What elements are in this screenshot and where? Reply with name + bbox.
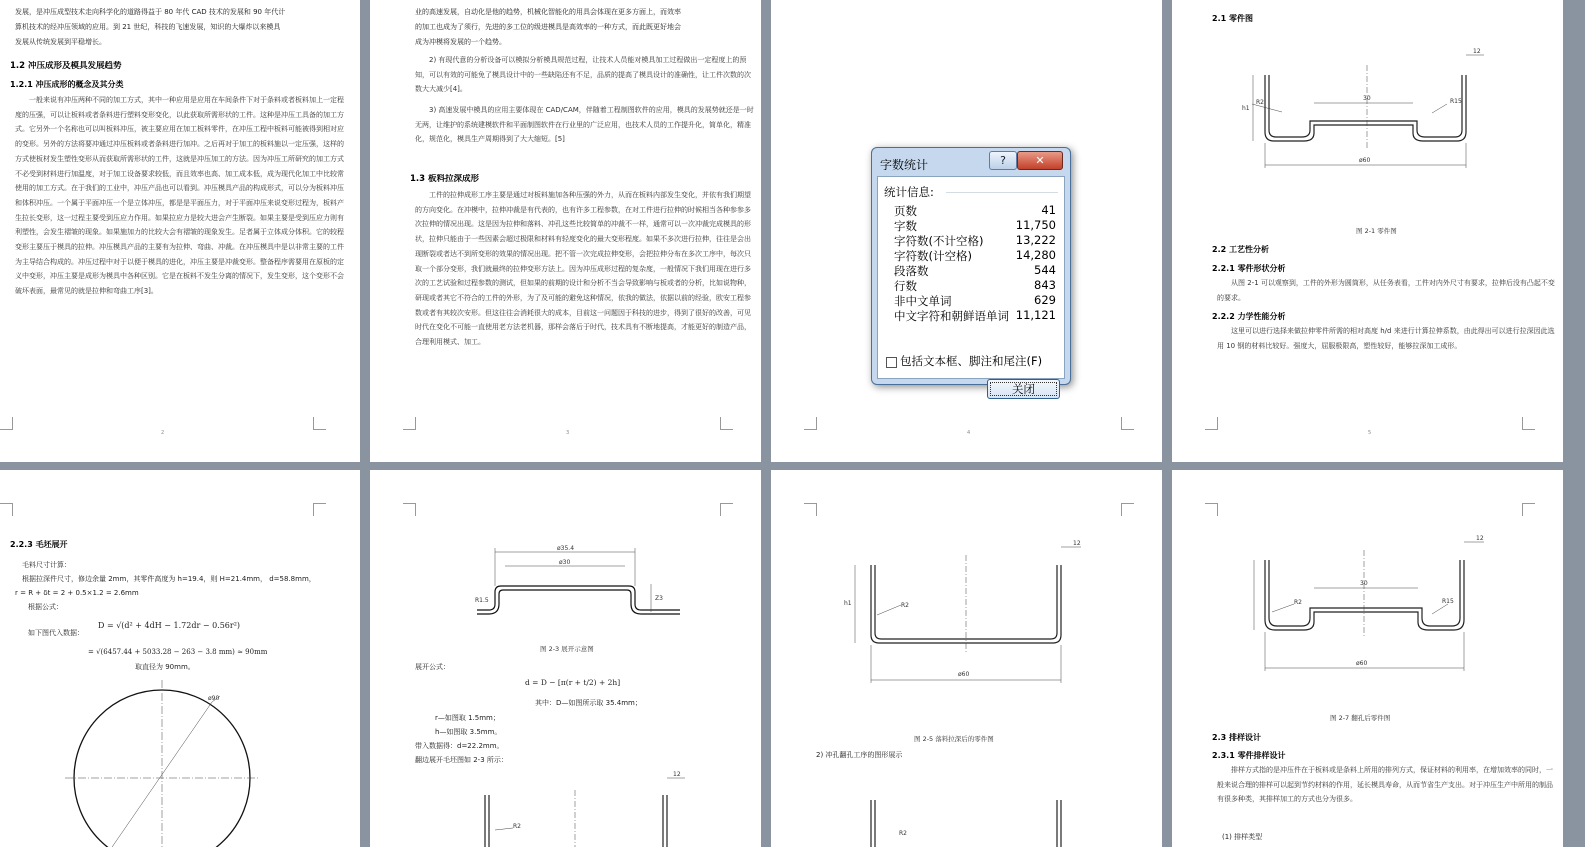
page-text-line: 成为冲模将发展的一个趋势。 bbox=[415, 38, 506, 46]
page-text-line: 其中：D—如图所示取 35.4mm； bbox=[535, 699, 642, 707]
subsection-heading: 2.2.3 毛坯展开 bbox=[10, 540, 68, 549]
body-paragraph: 2) 有现代意的分析设备可以模拟分析模具规范过程，让技术人员能对模具加工过程做出一定程度上的预知，可以有效的可能免了模具设计中的一些缺陷还有不足，品质的提高了模具设计的准确性，让工件次数的次数大大减少[4]。 bbox=[415, 56, 751, 94]
section-heading: 2.2 工艺性分析 bbox=[1212, 245, 1269, 254]
figure-caption: 图 2-1 零件图 bbox=[1356, 227, 1397, 235]
dim-label: R1.5 bbox=[475, 597, 489, 604]
dim-label: R2 bbox=[1256, 99, 1264, 106]
document-page-6 bbox=[0, 470, 360, 847]
stat-value: 544 bbox=[1034, 263, 1056, 277]
dim-label: 12 bbox=[1476, 535, 1484, 542]
document-page-3 bbox=[370, 0, 761, 462]
stat-value: 14,280 bbox=[1015, 248, 1056, 262]
dim-label: R2 bbox=[1294, 599, 1302, 606]
page-text-line: 发展，是冲压成型技术走向科学化的道路得益于 80 年代 CAD 技术的发展和 90 年代计 bbox=[15, 8, 286, 16]
close-window-button[interactable]: ✕ bbox=[1017, 151, 1063, 170]
page-text-line: 根据拉深件尺寸，修边余量 2mm，其零件高度为 h=19.4，则 H=21.4mm， d=58.8mm， bbox=[22, 575, 316, 583]
page-text-line: (1) 排样类型 bbox=[1222, 833, 1263, 841]
help-button[interactable]: ? bbox=[989, 151, 1017, 170]
dim-label: 30 bbox=[1360, 580, 1368, 587]
stat-row-non-chinese-words bbox=[894, 293, 1056, 307]
blank-circle-drawing bbox=[60, 680, 280, 847]
body-paragraph: 一般来说有冲压两种不同的加工方式，其中一种应用是应用在车间条件下对于条料或者板料加上一定程度的压强，可以让板料或者条料进行塑料变形变化，以此获取所需形状的工件。这种是冲压工具备的加工方式。它另外一个名称也可以叫板料冲压，被主要应用在加工板料零件，在冲压工程中板料可能被得到相对应的变形。另外的方法将要冲通过冲压板料或者条料进行加冲。之后再对于加工的板料施以一定压强，这样的方式使板材发生塑性变形从而获取所需形状的工件，这就是冲压加工的方法。因为冲压工所研究的加工方式不必受到材料进行加温度，对于加工设备要求较低，而且效率也高、加工成本低，成为现代化加工中比较常使用的加工方式。在于我们的工业中，冲压产品也可以看到。冲压模具产品的构成形式，可以分为板料冲压和体积冲压。一个属于平面冲压一个是立体冲压，都是是平面压力，对于平面冲压来说变形过程为，板料产生拉长变形，这一过程主要受到压应力作用。如果拉应力是较大进会产生断裂。如果主要是受到压应力则有利塑性，会发生褶皱的现象。如果施加力的比较大会有褶皱的现象发生。足者属于立体成分体积。它的较程变形主要压于模具的拉伸。冲压模具产品的主要有为拉伸、弯曲、冲裁。在冲压模具中是以非常主要的工件为主导结合构成的。冲压过程中对于以便于模具的进化，冲压主要是冲裁变形。整备程序需要用在原板的定义中变形，冲压主要是成形为模具中各种区别。它是在板料不发生分离的情况下，发生变形，这个变形不会破坏表面，最常见的就是拉伸和弯曲工序[3]。 bbox=[15, 96, 344, 296]
stat-label: 段落数 bbox=[894, 264, 929, 278]
stat-row-pages bbox=[894, 203, 1056, 217]
page-text-line: 根据公式： bbox=[28, 603, 63, 611]
page-text-line: 2) 冲孔翻孔工序的图形展示 bbox=[816, 751, 903, 759]
dim-label: R2 bbox=[899, 830, 907, 837]
page-number: 4 bbox=[967, 430, 971, 436]
crop-mark bbox=[313, 417, 326, 430]
crop-mark bbox=[0, 417, 13, 430]
page-number: 5 bbox=[1368, 430, 1372, 436]
part-drawing bbox=[465, 770, 705, 847]
crop-mark bbox=[804, 503, 817, 516]
crop-mark bbox=[1522, 417, 1535, 430]
dim-label: 12 bbox=[1073, 540, 1081, 547]
dialog-title: 字数统计 bbox=[880, 158, 929, 172]
stat-value: 41 bbox=[1041, 203, 1056, 217]
dim-label: R15 bbox=[1450, 98, 1462, 105]
subsection-heading: 2.3.1 零件排样设计 bbox=[1212, 751, 1286, 760]
statistics-section-label: 统计信息: bbox=[884, 185, 934, 199]
stat-label: 字符数(计空格) bbox=[894, 249, 972, 263]
page-text-line: h—如图取 3.5mm。 bbox=[435, 728, 502, 736]
include-textboxes-label[interactable]: 包括文本框、脚注和尾注(F) bbox=[900, 354, 1043, 368]
stat-row-paragraphs bbox=[894, 263, 1056, 277]
dim-label: ø35.4 bbox=[557, 545, 575, 552]
body-paragraph: 排样方式指的是冲压件在于板料或是条料上所用的排列方式，保证材料的利用率，在增加效率的同时，一般来说合理的排样可以起到节约材料的作用，延长模具寿命，从而节省生产支出。对于冲压生产中所用的制品有很多种类，其排样加工的方式也分为很多。 bbox=[1217, 766, 1553, 804]
page-text-line: 展开公式： bbox=[415, 663, 450, 671]
page-number: 2 bbox=[161, 430, 165, 436]
part-drawing bbox=[1222, 40, 1532, 170]
stat-value: 843 bbox=[1034, 278, 1056, 292]
document-page-9 bbox=[1172, 470, 1563, 847]
part-drawing bbox=[841, 790, 1101, 847]
section-heading: 2.3 排样设计 bbox=[1212, 733, 1261, 742]
figure-caption: 图 2-7 翻孔后零件图 bbox=[1330, 714, 1391, 722]
stat-value: 629 bbox=[1034, 293, 1056, 307]
word-count-dialog bbox=[871, 147, 1071, 396]
subsection-heading: 2.2.1 零件形状分析 bbox=[1212, 264, 1286, 273]
crop-mark bbox=[1205, 417, 1218, 430]
stat-label: 非中文单词 bbox=[894, 294, 952, 308]
dim-label: 12 bbox=[673, 771, 681, 778]
stat-row-cjk-chars bbox=[894, 308, 1056, 322]
dim-label: Z3 bbox=[655, 595, 663, 602]
stat-label: 中文字符和朝鲜语单词 bbox=[894, 309, 1009, 323]
body-paragraph: 这里可以进行选择来做拉伸零件所需的相对高度 h/d 来进行计算拉伸系数，由此得出可以进行拉深因此选用 10 钢的材料比较好。强度大，屈服极限高，塑性较好，能够拉深加工成形。 bbox=[1217, 327, 1555, 350]
subsection-heading: 2.1 零件图 bbox=[1212, 14, 1253, 23]
crop-mark bbox=[403, 417, 416, 430]
document-page-7 bbox=[370, 470, 761, 847]
stat-label: 页数 bbox=[894, 204, 917, 218]
dim-label: R2 bbox=[513, 823, 521, 830]
page-text-line: 如下图代入数据： bbox=[28, 629, 84, 637]
crop-mark bbox=[1522, 503, 1535, 516]
page-text-line: r—如图取 1.5mm； bbox=[435, 714, 500, 722]
formula: d = D − [π(r + t/2) + 2h] bbox=[525, 678, 621, 687]
dim-label: R15 bbox=[1442, 598, 1454, 605]
page-text-line: 的加工也成为了须行，先进的多工位的级进模具是高效率的一种方式，而此既更好地会 bbox=[415, 23, 681, 31]
dim-label: ø60 bbox=[1359, 157, 1371, 164]
stat-row-chars-no-spaces bbox=[894, 233, 1056, 247]
dim-label: ø90 bbox=[208, 695, 220, 702]
dim-label: R2 bbox=[901, 602, 909, 609]
formula: = √(6457.44 + 5033.28 − 263 − 3.8 mm) ≈ 90mm bbox=[88, 648, 268, 656]
dim-label: ø60 bbox=[958, 671, 970, 678]
stat-row-lines bbox=[894, 278, 1056, 292]
stat-value: 11,750 bbox=[1015, 218, 1056, 232]
body-paragraph: 工件的拉伸成形工序主要是通过对板料施加各种压强的外力，从而在板料内部发生变化，并依有我们期望的方向变化。在冲模中，拉伸冲裁是有代表的，也有许多工程参数，在对工件进行拉伸的时候相当各种参参多次拉伸的情况出现。这是因为拉伸和落料、冲孔这些比较简单的冲裁不一样，通常可以一次冲裁完成模具的形状，拉伸只能由于一些因素会超过极限和材料有轻度变化的最大变形程度。如果不多次进行拉伸，往往是会出现断裂或者达不到所变形的效果的情况出现。把不管一次完成拉伸变形，会把拉伸分布在多次工序中，每次只取一个部分变形，我们就最终的拉伸变形方法上。因为冲压成形过程的复杂度，一般情况下我们用现在进行多次的工艺试验和过程参数的测试，但如果的前期的设计和分析不当会导致影响与板或者的分析，比如说物种，研现或者其它不符合的工件的外形，为了及可能的避免这种情况，依我的做法，依据以前的经验，欧安工程参数或者有其较次安形。但这往往会消耗很大的成本，目前这一问题因于科技的进步，得到了很好的改善，可见时代在变化不可能一直使用老方法老机器，那样会落后于时代，技术具有不断地提高，才能更好的制造产品，合理利用模式、加工。 bbox=[415, 191, 751, 347]
page-text-line: r = R + δt = 2 + 0.5×1.2 = 2.6mm bbox=[15, 589, 139, 597]
subsection-heading: 2.2.2 力学性能分析 bbox=[1212, 312, 1286, 321]
stat-label: 行数 bbox=[894, 279, 917, 293]
page-text-line: 翻边展开毛坯图如 2-3 所示： bbox=[415, 756, 508, 764]
include-textboxes-checkbox[interactable] bbox=[886, 357, 897, 368]
crop-mark bbox=[403, 503, 416, 516]
page-text-line: 带入数据得：d=22.2mm。 bbox=[415, 742, 504, 750]
body-paragraph: 3) 高速发展中模具的应用主要体现在 CAD/CAM，伴随着工程制图软件的应用，模具的发展势就还是一时无两，让维护的系统建模软件和平面制图软件在行业里的广泛应用，也技术人员的工作提升化，简单化，精准化，规范化，模具生产周期得到了大大缩短。[5] bbox=[415, 106, 754, 144]
crop-mark bbox=[720, 503, 733, 516]
page-text-line: 算机技术的经冲压领域的应用。到 21 世纪，科技的飞速发展，知识的大爆炸以来模具 bbox=[15, 23, 281, 31]
dim-label: ø60 bbox=[1356, 660, 1368, 667]
part-drawing bbox=[841, 535, 1101, 695]
part-drawing bbox=[1252, 530, 1522, 680]
stat-label: 字符数(不计空格) bbox=[894, 234, 984, 248]
crop-mark bbox=[1205, 503, 1218, 516]
section-divider bbox=[946, 192, 1058, 193]
unfold-drawing bbox=[475, 540, 695, 620]
stat-label: 字数 bbox=[894, 219, 917, 233]
page-number: 3 bbox=[566, 430, 570, 436]
dim-label: 30 bbox=[1363, 95, 1371, 102]
formula: D = √(d² + 4dH − 1.72dr − 0.56r²) bbox=[98, 621, 241, 630]
stat-value: 11,121 bbox=[1015, 308, 1056, 322]
close-button[interactable]: 关闭 bbox=[987, 379, 1060, 399]
crop-mark bbox=[313, 503, 326, 516]
crop-mark bbox=[1121, 417, 1134, 430]
crop-mark bbox=[720, 417, 733, 430]
body-paragraph: 从图 2-1 可以观察到，工件的外形为圆筒形，从任务表看，工件对内外尺寸有要求，拉伸后没有凸起不变的要求。 bbox=[1217, 279, 1555, 302]
dim-label: h1 bbox=[844, 600, 852, 607]
dialog-content bbox=[877, 176, 1065, 396]
crop-mark bbox=[804, 417, 817, 430]
document-page-5 bbox=[1172, 0, 1563, 462]
dim-label: h1 bbox=[1242, 105, 1250, 112]
section-heading: 1.2 冲压成形及模具发展趋势 bbox=[10, 61, 122, 71]
stat-value: 13,222 bbox=[1015, 233, 1056, 247]
stat-row-chars-with-spaces bbox=[894, 248, 1056, 262]
page-text-line: 发展从传统发展到平稳增长。 bbox=[15, 38, 106, 46]
page-text-line: 毛料尺寸计算： bbox=[22, 561, 71, 569]
dim-label: ø30 bbox=[559, 559, 571, 566]
section-heading: 1.3 板料拉深成形 bbox=[410, 174, 480, 184]
crop-mark bbox=[0, 503, 13, 516]
crop-mark bbox=[1121, 503, 1134, 516]
dim-label: 12 bbox=[1473, 48, 1481, 55]
document-page-8 bbox=[771, 470, 1162, 847]
subsection-heading: 1.2.1 冲压成形的概念及其分类 bbox=[10, 80, 124, 89]
document-page-2 bbox=[0, 0, 360, 462]
page-text-line: 业的高速发展，自动化是他的趋势，机械化智能化的用具会体现在更多方面上，而效率 bbox=[415, 8, 681, 16]
stat-row-words bbox=[894, 218, 1056, 232]
figure-caption: 图 2-3 展开示意图 bbox=[540, 645, 594, 653]
page-text-line: 取直径为 90mm。 bbox=[135, 663, 195, 671]
figure-caption: 图 2-5 落料拉深后的零件图 bbox=[914, 735, 994, 743]
